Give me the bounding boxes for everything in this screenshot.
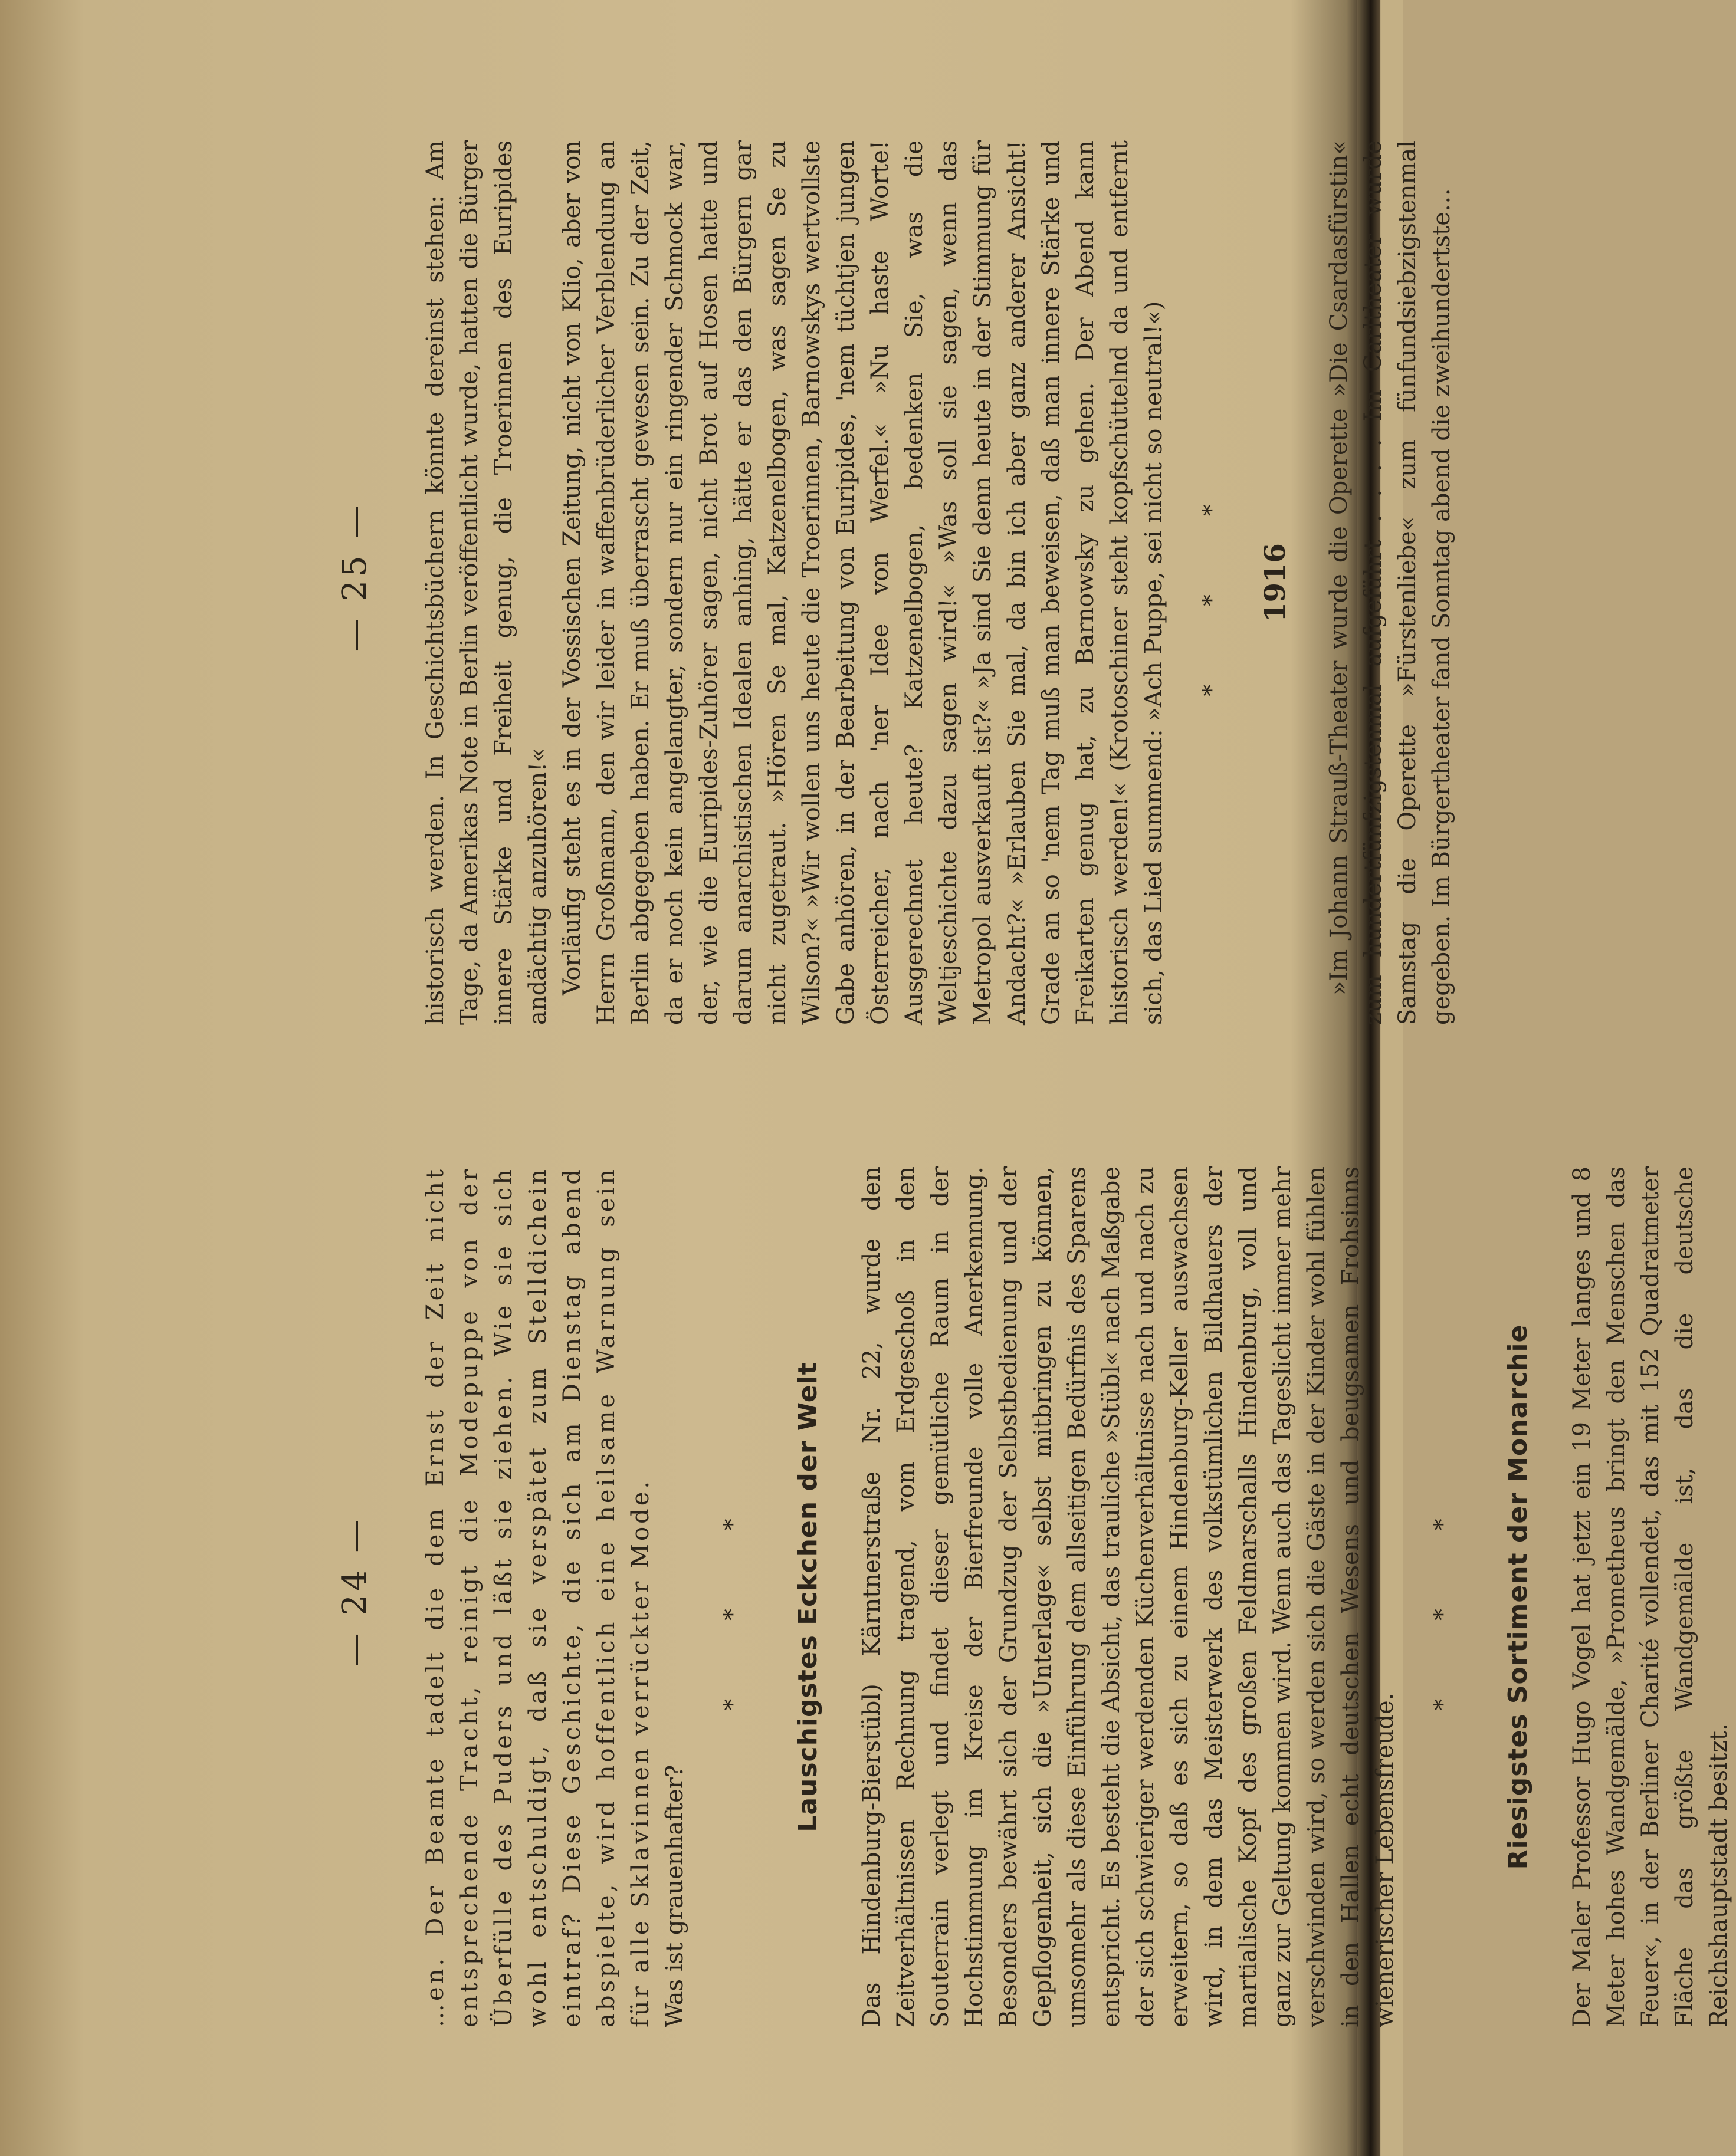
paragraph: »Im Johann Strauß-Theater wurde die Operette »Die Csardasfürstin« zum hundertfünfzigstenmal aufgeführt . . . . Im Carltheater wurde Samstag die Operette »Fürstenliebe« zum fünfundsiebzigstenmal gegeben. Im Bürgertheater fand Sonntag abend die zweihundertste… bbox=[1325, 140, 1455, 1025]
section-heading: 1916 bbox=[1259, 543, 1292, 622]
page-25 bbox=[111, 105, 1455, 1049]
paragraph: Vorläufig steht es in der Vossischen Zeitung, nicht von Klio, aber von Herrn Großmann, den wir leider in waffenbrüderlicher Verblendung an Berlin abgegeben haben. Er muß überrascht gewesen sein. Zu der Zeit, da er noch kein angelangter, sondern nur ein ringender Schmock war, der, wie die Euripides-Zuhörer sagen, nicht Brot auf Hosen hatte und darum anarchistischen Idealen anhing, hätte er das den Bürgern gar nicht zugetraut. »Hören Se mal, Katzenelbogen, was sagen Se zu Wilson?« »Wir wollen uns heute die Troerinnen, Barnowskys wertvollste Gabe anhören, in der Bearbeitung von Euripides, 'nem tüchtjen jungen Österreicher, nach 'ner Idee von Werfel.« »Nu haste Worte! Ausgerechnet heute? Katzenelbogen, bedenken Sie, was die Weltjeschichte dazu sagen wird!« »Was soll sie sagen, wenn das Metropol ausverkauft ist?« »Ja sind Sie denn heute in der Stimmung für Andacht?« »Erlauben Sie mal, da bin ich aber ganz anderer Ansicht! Grade an so 'nem Tag muß man beweisen, daß man innere Stärke und Freikarten genug hat, zu Barnowsky zu gehen. Der Abend kann historisch werden!« (Krotoschiner steht kopfschüttelnd da und entfernt sich, das Lied summend: »Ach Puppe, sei nicht so neutral!«) bbox=[559, 140, 1167, 1025]
section-heading: Lauschigstes Eckchen der Welt bbox=[793, 1362, 823, 1832]
section-heading: Riesigstes Sortiment der Monarchie bbox=[1503, 1324, 1533, 1870]
paragraph: historisch werden. In Geschichtsbüchern könnte dereinst stehen: Am Tage, da Amerikas Note in Berlin veröffentlicht wurde, hatten die Bürger innere Stärke und Freiheit genug, die Troerinnen des Euripides andächtig anzuhören!« bbox=[422, 140, 552, 1025]
section-divider: * * * bbox=[1429, 1483, 1456, 1711]
page-24 bbox=[111, 1131, 1732, 2051]
page-number: — 25 — bbox=[336, 501, 374, 652]
rotated-spread bbox=[111, 105, 1732, 2051]
section-divider: * * * bbox=[719, 1483, 746, 1711]
paragraph: Das Hindenburg-Bierstübl) Kärntnerstraße Nr. 22, wurde den Zeitverhältnissen Rechnung tragend, vom Erdgeschoß in den Souterrain verlegt und findet dieser gemütliche Raum in der Hochstimmung im Kreise der Bierfreunde volle Anerkennung. Besonders bewährt sich der Grundzug der Selbstbedienung und der Gepflogenheit, sich die »Unterlage« selbst mitbringen zu können, umsomehr als diese Einführung dem allseitigen Bedürfnis des Sparens entspricht. Es besteht die Absicht, das trauliche »Stübl« nach Maßgabe der sich schwieriger werdenden Küchenverhältnisse nach und nach zu erweitern, so daß es sich zu einem Hindenburg-Keller auswachsen wird, in dem das Meisterwerk des volkstümlichen Bildhauers der martialische Kopf des großen Feldmarschalls Hindenburg, voll und ganz zur Geltung kommen wird. Wenn auch das Tageslicht immer mehr verschwinden wird, so werden sich die Gäste in der Kinder wohl fühlen in den Hallen echt deutschen Wesens und beugsamen Frohsinns wienerischer Lebensfreude. bbox=[858, 1166, 1399, 2027]
paragraph: …en. Der Beamte tadelt die dem Ernst der Zeit nicht entsprechende Tracht, reinigt die Modepuppe von der Überfülle des Puders und läßt sie ziehen. Wie sie sich wohl entschuldigt, daß sie verspätet zum Stelldichein eintraf? Diese Geschichte, die sich am Dienstag abend abspielte, wird hoffentlich eine heilsame Warnung sein für alle Sklavinnen verrückter Mode. bbox=[422, 1166, 654, 2027]
section-divider: * * * bbox=[1198, 469, 1225, 696]
text-column bbox=[418, 1166, 1736, 2027]
text-column bbox=[418, 140, 1459, 1025]
page-number: — 24 — bbox=[336, 1516, 374, 1667]
paragraph: Der Maler Professor Hugo Vogel hat jetzt ein 19 Meter langes und 8 Meter hohes Wandgemälde, »Prometheus bringt den Menschen das Feuer«, in der Berliner Charité vollendet, das mit 152 Quadratmeter Fläche das größte Wandgemälde ist, das die deutsche Reichshauptstadt besitzt. bbox=[1568, 1166, 1732, 2027]
paragraph: Was ist grauenhafter? bbox=[661, 1764, 688, 2027]
